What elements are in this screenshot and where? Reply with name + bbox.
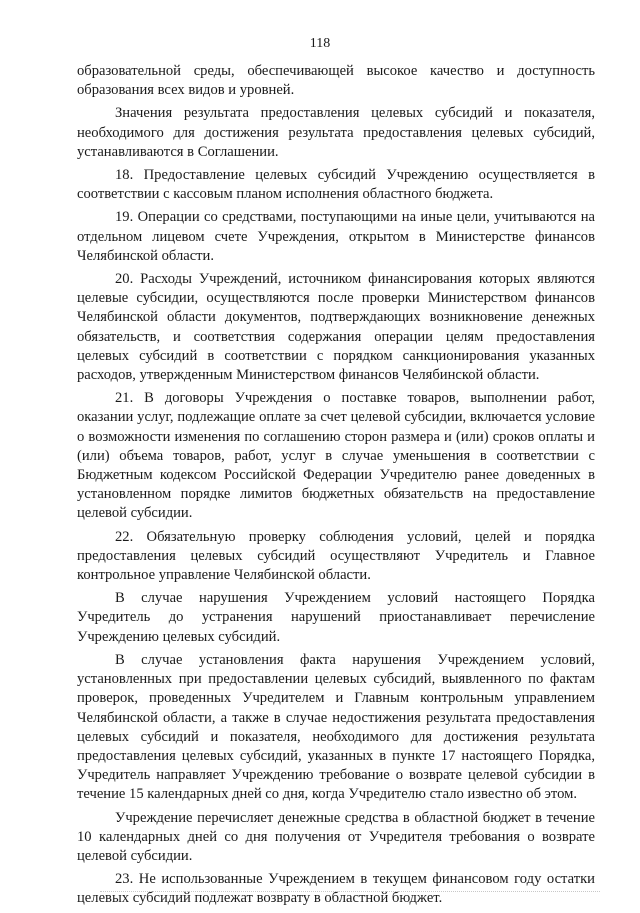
paragraph-violation-suspension: В случае нарушения Учреждением условий настоящего Порядка Учредитель до устранения нарушений приостанавливает перечисление Учреждению целевых субсидий. bbox=[77, 590, 595, 645]
paragraph-item-23: 23. Не использованные Учреждением в текущем финансовом году остатки целевых субсидий подлежат возврату в областной бюджет. bbox=[77, 871, 595, 907]
paragraph-result-values: Значения результата предоставления целевых субсидий и показателя, необходимого для достижения результата предоставления целевых субсидий, устанавливаются в Соглашении. bbox=[77, 105, 595, 160]
paragraph-violation-return-demand: В случае установления факта нарушения Учреждением условий, установленных при предоставлении целевых субсидий, выявленного по фактам проверок, проведенных Учредителем и Главным контрольным управлением Челябинской области, а также в случае недостижения результата предоставления целевых субсидий и показателя, необходимого для достижения результата предоставления целевых субсидий, указанных в пункте 17 настоящего Порядка, Учредитель направляет Учреждению требование о возврате целевой субсидии в течение 15 календарных дней со дня, когда Учредителю стало известно об этом. bbox=[77, 651, 595, 803]
paragraph-return-transfer: Учреждение перечисляет денежные средства в областной бюджет в течение 10 календарных дней со дня получения от Учредителя требования о возврате целевой субсидии. bbox=[77, 809, 595, 864]
paragraph-item-20: 20. Расходы Учреждений, источником финансирования которых являются целевые субсидии, осуществляются после проверки Министерством финансов Челябинской области документов, подтверждающих возникновение денежных обязательств, и соответствия содержания операции целям предоставления целевых субсидий в соответствии с порядком санкционирования указанных расходов, утвержденным Министерством финансов Челябинской области. bbox=[77, 271, 595, 384]
paragraph-item-21: 21. В договоры Учреждения о поставке товаров, выполнении работ, оказании услуг, подлежащие оплате за счет целевой субсидии, включается условие о возможности изменения по соглашению сторон размера и (или) сроков оплаты и (или) объема товаров, работ, услуг в случае уменьшения в соответствии с Бюджетным кодексом Российской Федерации Учредителю ранее доведенных в установленном порядке лимитов бюджетных обязательств на предоставление целевой субсидии. bbox=[77, 390, 595, 522]
paragraph-continuation: образовательной среды, обеспечивающей высокое качество и доступность образования всех видов и уровней. bbox=[77, 63, 595, 99]
paragraph-item-18: 18. Предоставление целевых субсидий Учреждению осуществляется в соответствии с кассовым планом исполнения областного бюджета. bbox=[77, 167, 595, 203]
scan-footer-artifact bbox=[100, 891, 600, 894]
paragraph-item-22: 22. Обязательную проверку соблюдения условий, целей и порядка предоставления целевых субсидий осуществляют Учредитель и Главное контрольное управление Челябинской области. bbox=[77, 528, 595, 584]
document-body bbox=[77, 62, 595, 913]
paragraph-item-19: 19. Операции со средствами, поступающими на иные цели, учитываются на отдельном лицевом счете Учреждения, открытом в Министерстве финансов Челябинской области. bbox=[77, 209, 595, 264]
page-number: 118 bbox=[309, 36, 331, 51]
